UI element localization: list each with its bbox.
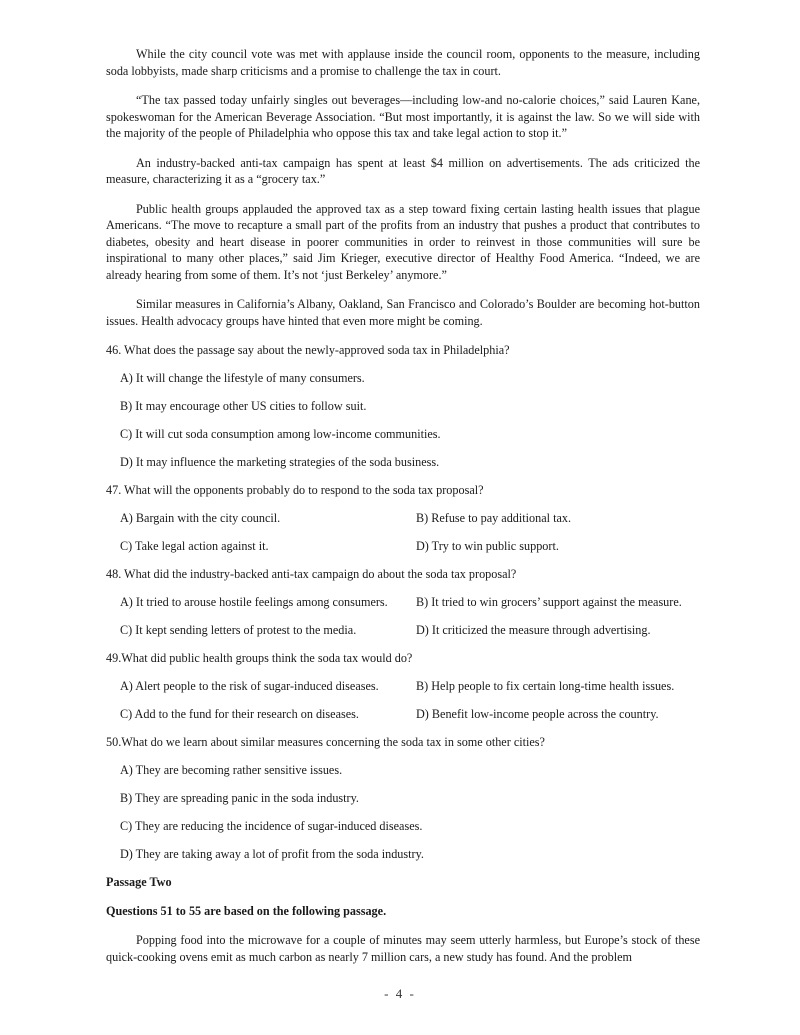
question-stem: 46. What does the passage say about the newly-approved soda tax in Philadelphia? [106,343,510,357]
question-50 [106,734,700,862]
question-stem: 47. What will the opponents probably do to respond to the soda tax proposal? [106,483,484,497]
paragraph-beverage-association-quote: “The tax passed today unfairly singles out beverages—including low-and no-calorie choices,” said Lauren Kane, spokeswoman for the American Beverage Association. “But most importantly, it is against the law. So we will side with the majority of the people of Philadelphia who oppose this tax and take legal action to stop it.” [106,93,700,140]
option-d: D) It may influence the marketing strategies of the soda business. [120,455,440,469]
option-a: A) It tried to arouse hostile feelings among consumers. [120,595,388,609]
option-a: A) Bargain with the city council. [120,511,281,525]
options-row [120,678,700,694]
page-number: - 4 - [384,986,416,1001]
option-b: B) It may encourage other US cities to follow suit. [120,399,367,413]
paragraph-similar-measures: Similar measures in California’s Albany, Oakland, San Francisco and Colorado’s Boulder are becoming hot-button issues. Health advocacy groups have hinted that even more might be coming. [106,297,700,328]
option-b: B) It tried to win grocers’ support against the measure. [416,595,682,609]
option-c: C) It kept sending letters of protest to the media. [120,623,357,637]
paragraph-public-health-groups: Public health groups applauded the approved tax as a step toward fixing certain lasting health issues that plague Americans. “The move to recapture a small part of the profits from an industry that pushes a product that contributes to diabetes, obesity and heart disease in poorer communities in order to reinvest in those communities will sure be inspirational to many other places,” said Jim Krieger, executive director of Healthy Food America. “Indeed, we are already hearing from some of them. It’s not ‘just Berkeley’ anymore.” [106,201,700,282]
question-49 [106,650,700,722]
option-a: A) They are becoming rather sensitive issues. [120,763,343,777]
question-stem: 50.What do we learn about similar measures concerning the soda tax in some other cities? [106,735,545,749]
document-page [106,46,700,965]
question-stem: 48. What did the industry-backed anti-tax campaign do about the soda tax proposal? [106,567,517,581]
question-47 [106,482,700,554]
option-d: D) Benefit low-income people across the country. [416,707,659,721]
option-d: D) Try to win public support. [416,539,559,553]
paragraph-council-vote: While the city council vote was met with applause inside the council room, opponents to the measure, including soda lobbyists, made sharp criticisms and a promise to challenge the tax in court. [106,47,700,78]
options-row [120,622,700,638]
option-a: A) Alert people to the risk of sugar-induced diseases. [120,679,379,693]
options-row [120,594,700,610]
option-c: C) Take legal action against it. [120,539,269,553]
option-a: A) It will change the lifestyle of many consumers. [120,371,365,385]
option-c: C) They are reducing the incidence of sugar-induced diseases. [120,819,423,833]
question-46 [106,342,700,470]
option-c: C) Add to the fund for their research on diseases. [120,707,359,721]
paragraph-passage-two-intro: Popping food into the microwave for a couple of minutes may seem utterly harmless, but Europe’s stock of these quick-cooking ovens emit as much carbon as nearly 7 million cars, a new study has found. And the problem [106,933,700,964]
option-d: D) It criticized the measure through advertising. [416,623,651,637]
option-b: B) They are spreading panic in the soda industry. [120,791,359,805]
options-row [120,706,700,722]
options-row [120,510,700,526]
option-b: B) Help people to fix certain long-time health issues. [416,679,675,693]
option-c: C) It will cut soda consumption among low-income communities. [120,427,441,441]
option-d: D) They are taking away a lot of profit from the soda industry. [120,847,424,861]
question-stem: 49.What did public health groups think the soda tax would do? [106,651,413,665]
section-instruction: Questions 51 to 55 are based on the following passage. [106,904,387,918]
question-48 [106,566,700,638]
section-heading: Passage Two [106,875,172,889]
paragraph-anti-tax-campaign: An industry-backed anti-tax campaign has spent at least $4 million on advertisements. The ads criticized the measure, characterizing it as a “grocery tax.” [106,155,700,186]
options-row [120,538,700,554]
option-b: B) Refuse to pay additional tax. [416,511,572,525]
